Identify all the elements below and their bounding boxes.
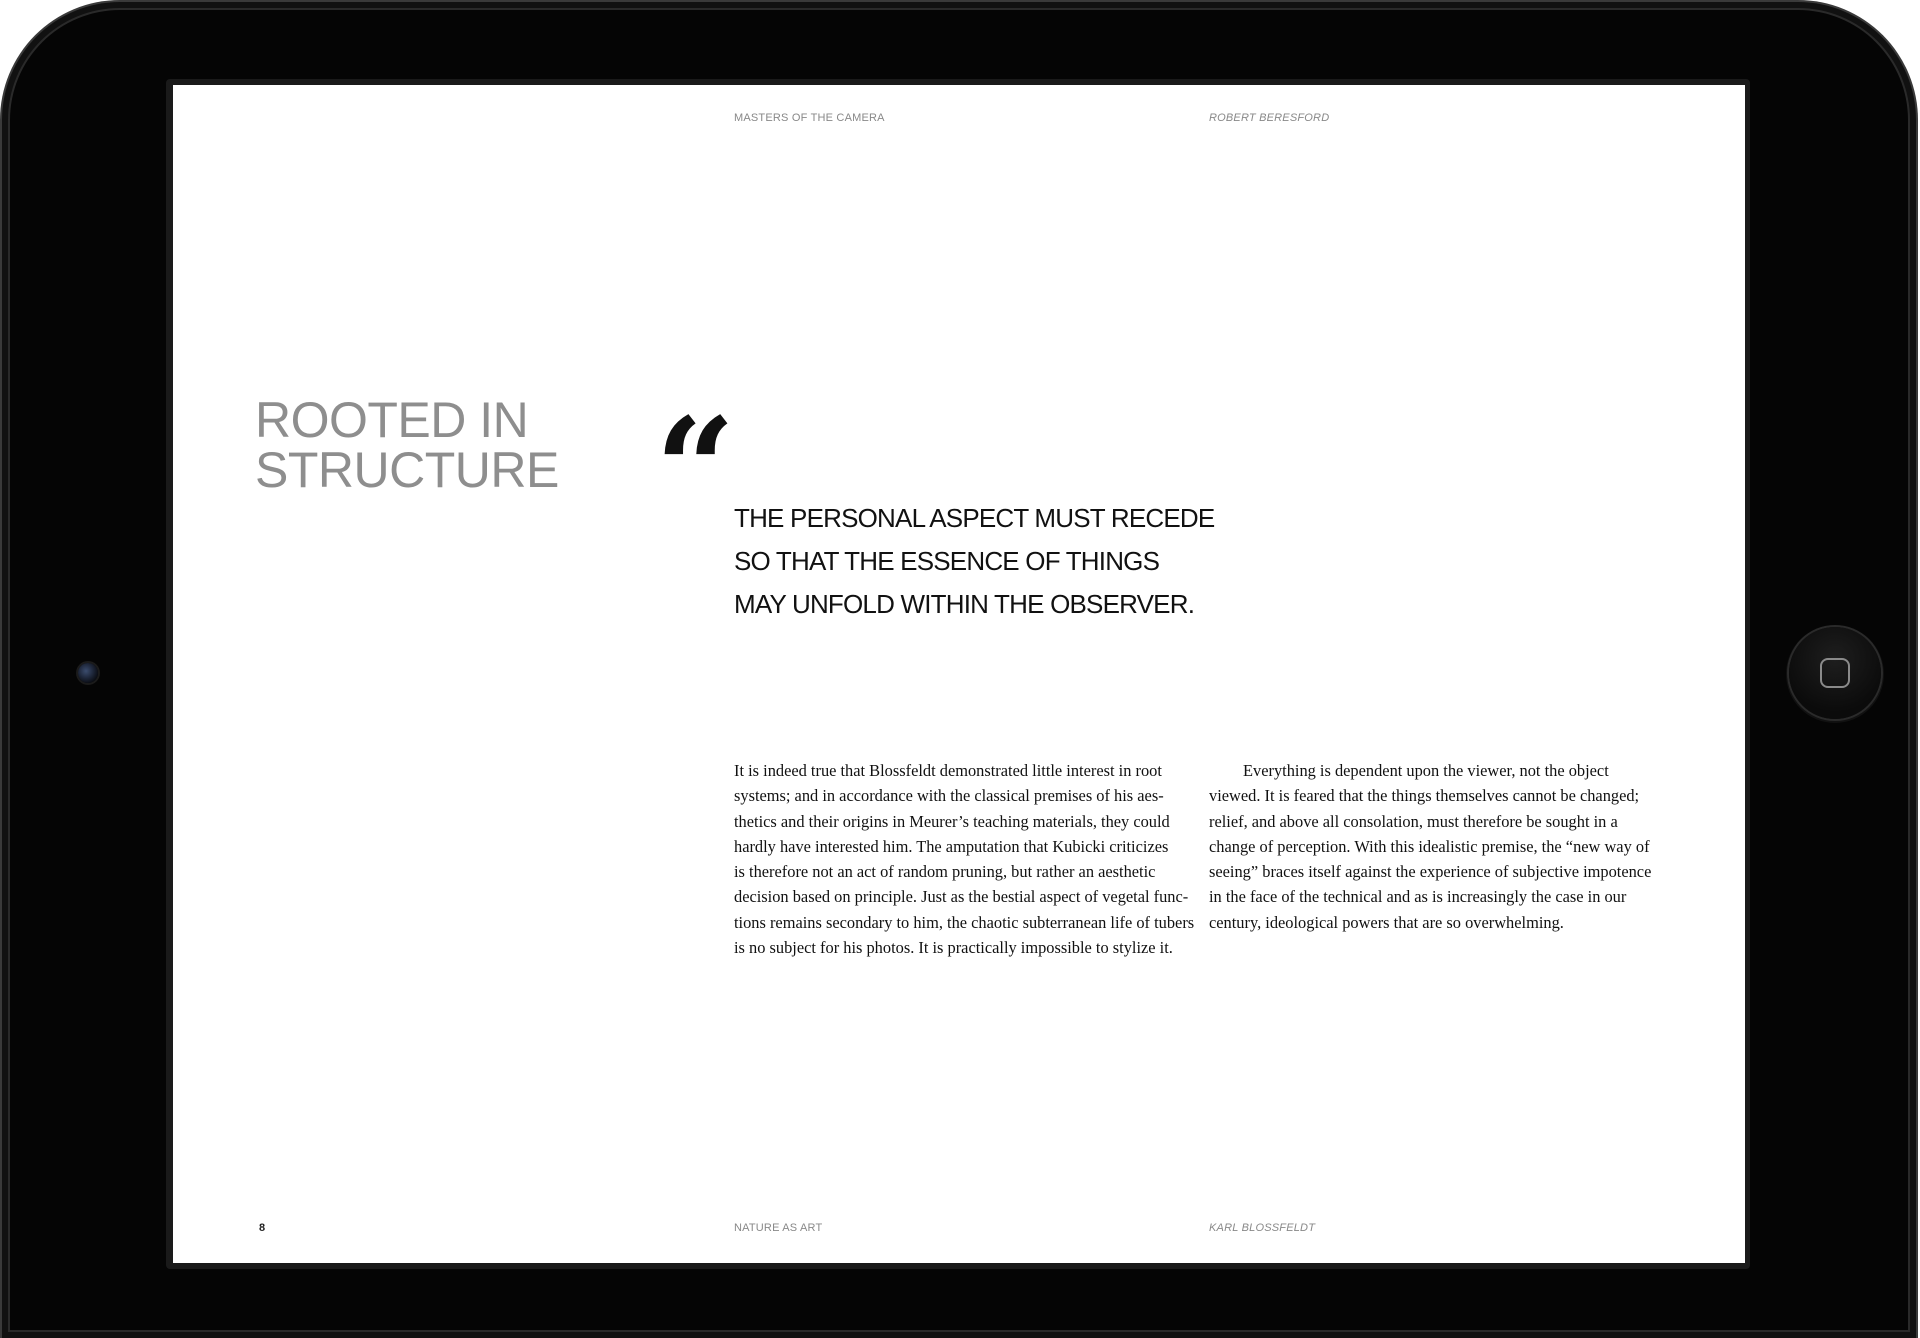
body-line: hardly have interested him. The amputation that Kubicki criticizes <box>734 836 1169 856</box>
page-number: 8 <box>259 1222 266 1234</box>
body-column-left <box>734 758 1195 960</box>
front-camera-icon <box>78 663 98 683</box>
magazine-page[interactable] <box>173 85 1745 1263</box>
body-line: thetics and their origins in Meurer’s teaching materials, they could <box>734 811 1170 831</box>
body-line: is therefore not an act of random pruning, but rather an aesthetic <box>734 862 1156 882</box>
article-title-line-1: ROOTED IN <box>255 392 529 448</box>
pull-quote-line-2: SO THAT THE ESSENCE OF THINGS <box>734 546 1160 576</box>
body-line: It is indeed true that Blossfeldt demonstrated little interest in root <box>734 761 1162 780</box>
body-line: Everything is dependent upon the viewer, not the object <box>1243 761 1609 780</box>
pull-quote-line-1: THE PERSONAL ASPECT MUST RECEDE <box>734 503 1215 533</box>
running-footer-right: KARL BLOSSFELDT <box>1209 1222 1316 1234</box>
home-square-icon <box>1820 658 1850 688</box>
body-line: is no subject for his photos. It is practically impossible to stylize it. <box>734 938 1173 958</box>
body-line: tions remains secondary to him, the chaotic subterranean life of tubers <box>734 912 1195 932</box>
body-line: seeing” braces itself against the experience of subjective impotence <box>1209 862 1652 882</box>
body-line: in the face of the technical and as is increasingly the case in our <box>1209 887 1627 907</box>
running-header-right: ROBERT BERESFORD <box>1209 112 1330 124</box>
article-title <box>255 392 559 498</box>
article-title-line-2: STRUCTURE <box>255 442 559 498</box>
body-line: systems; and in accordance with the classical premises of his aes- <box>734 786 1164 806</box>
running-header-left: MASTERS OF THE CAMERA <box>734 112 885 124</box>
quotation-mark-icon: “ <box>655 388 736 552</box>
pull-quote-line-3: MAY UNFOLD WITHIN THE OBSERVER. <box>734 589 1195 619</box>
body-line: viewed. It is feared that the things themselves cannot be changed; <box>1209 786 1640 806</box>
body-line: relief, and above all consolation, must therefore be sought in a <box>1209 811 1618 831</box>
running-footer-left: NATURE AS ART <box>734 1222 823 1234</box>
pull-quote <box>734 497 1214 626</box>
body-column-right <box>1209 758 1664 935</box>
body-line: change of perception. With this idealistic premise, the “new way of <box>1209 836 1650 856</box>
body-line: decision based on principle. Just as the bestial aspect of vegetal func- <box>734 887 1189 907</box>
home-button[interactable] <box>1789 627 1881 719</box>
body-line: century, ideological powers that are so overwhelming. <box>1209 912 1564 932</box>
